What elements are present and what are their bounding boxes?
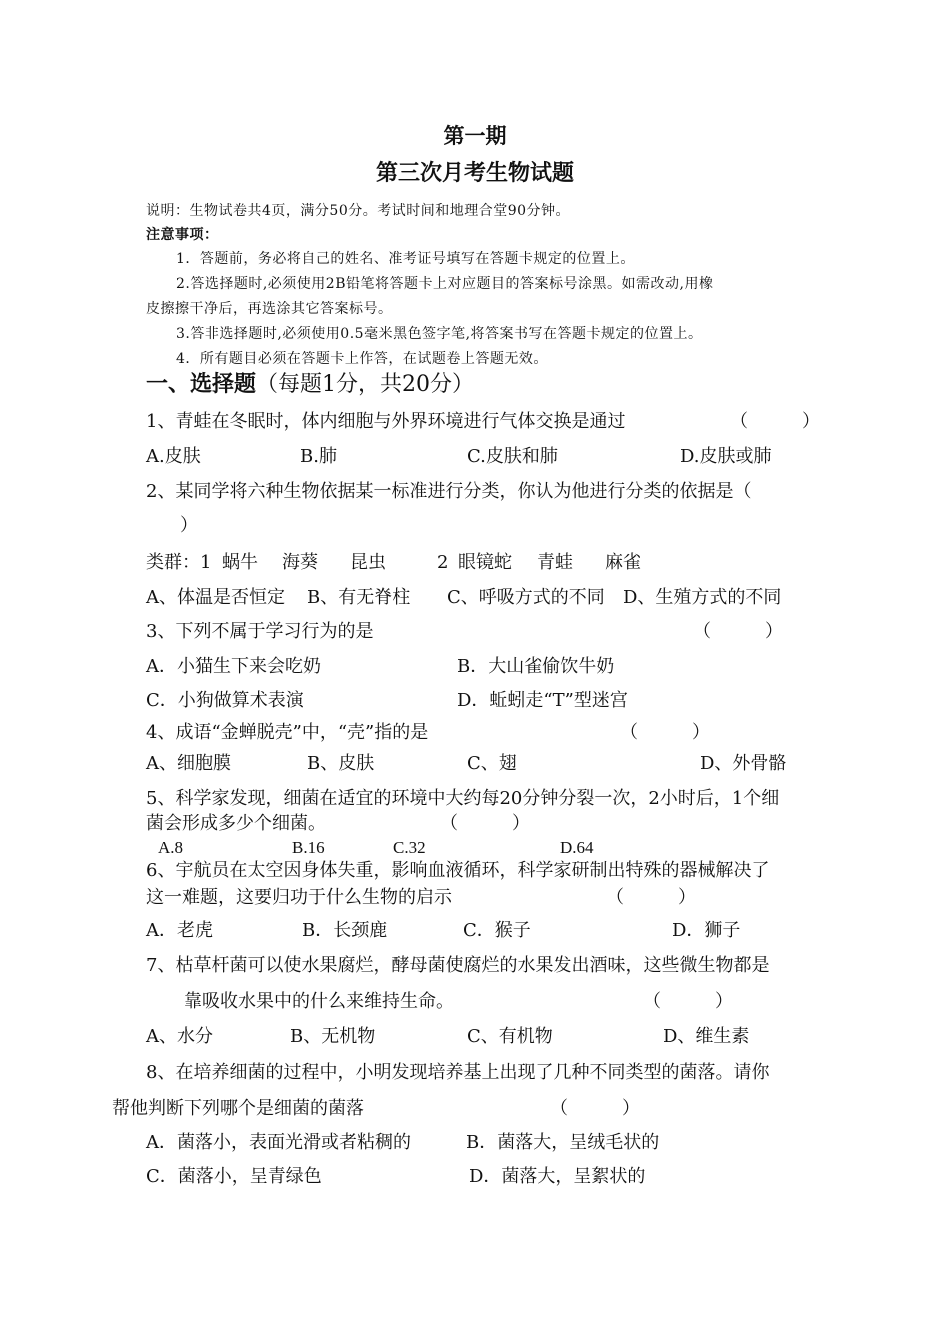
q5-answer-paren: （ ） [440,813,530,834]
q2-option-c: C、呼吸方式的不同 [447,587,605,608]
q8-stem-line1: 8、在培养细菌的过程中，小明发现培养基上出现了几种不同类型的菌落。请你 [146,1062,770,1083]
q4-answer-paren: （ ） [620,722,710,743]
q1-option-c: C.皮肤和肺 [467,446,558,467]
notice-item-2-cont: 皮擦擦干净后，再选涂其它答案标号。 [146,301,393,317]
q8-stem-line2: 帮他判断下列哪个是细菌的菌落 [112,1098,364,1119]
q7-option-d: D、维生素 [663,1026,750,1047]
q6-answer-paren: （ ） [606,887,696,908]
q6-option-b: B．长颈鹿 [302,920,388,941]
q6-stem-line1: 6、宇航员在太空因身体失重，影响血液循环，科学家研制出特殊的器械解决了 [146,860,770,881]
q8-answer-paren: （ ） [550,1098,640,1119]
section-title: 一、选择题 [146,372,257,397]
q3-stem: 3、下列不属于学习行为的是 [146,621,374,642]
q7-option-b: B、无机物 [290,1026,376,1047]
q2-category-label: 类群：1 [146,552,212,573]
q5-stem-line2: 菌会形成多少个细菌。 [146,813,326,834]
notice-item-4: 4．所有题目必须在答题卡上作答，在试题卷上答题无效。 [176,351,548,367]
q1-answer-paren: （ ） [730,411,820,432]
q5-option-a: A.8 [158,838,184,857]
q1-option-b: B.肺 [300,446,337,467]
q4-option-b: B、皮肤 [307,753,375,774]
q7-stem-line1: 7、枯草杆菌可以使水果腐烂，酵母菌使腐烂的水果发出酒味，这些微生物都是 [146,955,770,976]
q2-group2-number: 2 [437,552,449,573]
q7-option-c: C、有机物 [467,1026,553,1047]
q2-option-b: B、有无脊柱 [307,587,411,608]
q4-option-c: C、翅 [467,753,517,774]
q1-option-d: D.皮肤或肺 [680,446,772,467]
q5-option-b: B.16 [292,838,325,857]
q6-option-c: C．猴子 [463,920,531,941]
q3-answer-paren: （ ） [693,621,783,642]
q3-option-d: D．蚯蚓走“T”型迷宫 [457,690,628,711]
q5-stem-line1: 5、科学家发现，细菌在适宜的环境中大约每20分钟分裂一次，2小时后，1个细 [146,788,780,809]
q8-option-b: B．菌落大，呈绒毛状的 [466,1132,660,1153]
q4-option-a: A、细胞膜 [146,753,231,774]
q4-stem: 4、成语“金蝉脱壳”中，“壳”指的是 [146,722,429,743]
notice-heading: 注意事项： [146,227,219,243]
q2-group1-item1: 蜗牛 [222,552,258,573]
q6-option-d: D．狮子 [672,920,741,941]
q2-stem: 2、某同学将六种生物依据某一标准进行分类，你认为他进行分类的依据是（ [146,481,752,502]
q2-group2-item2: 青蛙 [537,552,573,573]
section-note: （每题1分，共20分） [256,372,475,397]
q6-stem-line2: 这一难题，这要归功于什么生物的启示 [146,887,452,908]
q3-option-c: C．小狗做算术表演 [146,690,304,711]
notice-item-3: 3.答非选择题时,必须使用0.5毫米黑色签字笔,将答案书写在答题卡规定的位置上。 [176,326,703,342]
q2-paren-close: ） [180,515,198,536]
notice-item-1: 1．答题前，务必将自己的姓名、准考证号填写在答题卡规定的位置上。 [176,251,635,267]
q6-option-a: A．老虎 [146,920,213,941]
q2-option-a: A、体温是否恒定 [146,587,285,608]
q3-option-b: B．大山雀偷饮牛奶 [457,656,615,677]
q2-group1-item2: 海葵 [282,552,318,573]
q3-option-a: A．小猫生下来会吃奶 [146,656,321,677]
q1-option-a: A.皮肤 [146,446,201,467]
exam-intro: 说明：生物试卷共4页，满分50分。考试时间和地理合堂90分钟。 [146,203,571,219]
q2-group2-item3: 麻雀 [605,552,641,573]
q5-option-d: D.64 [560,838,594,857]
q1-stem: 1、青蛙在冬眠时，体内细胞与外界环境进行气体交换是通过 [146,411,626,432]
q8-option-a: A．菌落小，表面光滑或者粘稠的 [146,1132,411,1153]
q2-group2-item1: 眼镜蛇 [458,552,512,573]
q8-option-d: D．菌落大，呈絮状的 [469,1166,646,1187]
section-heading [146,372,474,398]
exam-title-line2: 第三次月考生物试题 [375,161,574,186]
q4-option-d: D、外骨骼 [700,753,787,774]
q7-stem-line2: 靠吸收水果中的什么来维持生命。 [184,991,454,1012]
q5-option-c: C.32 [393,838,426,857]
q2-group1-item3: 昆虫 [350,552,386,573]
q2-option-d: D、生殖方式的不同 [623,587,782,608]
exam-title-line1: 第一期 [443,124,507,148]
q8-option-c: C．菌落小，呈青绿色 [146,1166,322,1187]
q7-answer-paren: （ ） [643,991,733,1012]
notice-item-2: 2.答选择题时,必须使用2B铅笔将答题卡上对应题目的答案标号涂黑。如需改动,用橡 [176,276,714,292]
q7-option-a: A、水分 [146,1026,213,1047]
